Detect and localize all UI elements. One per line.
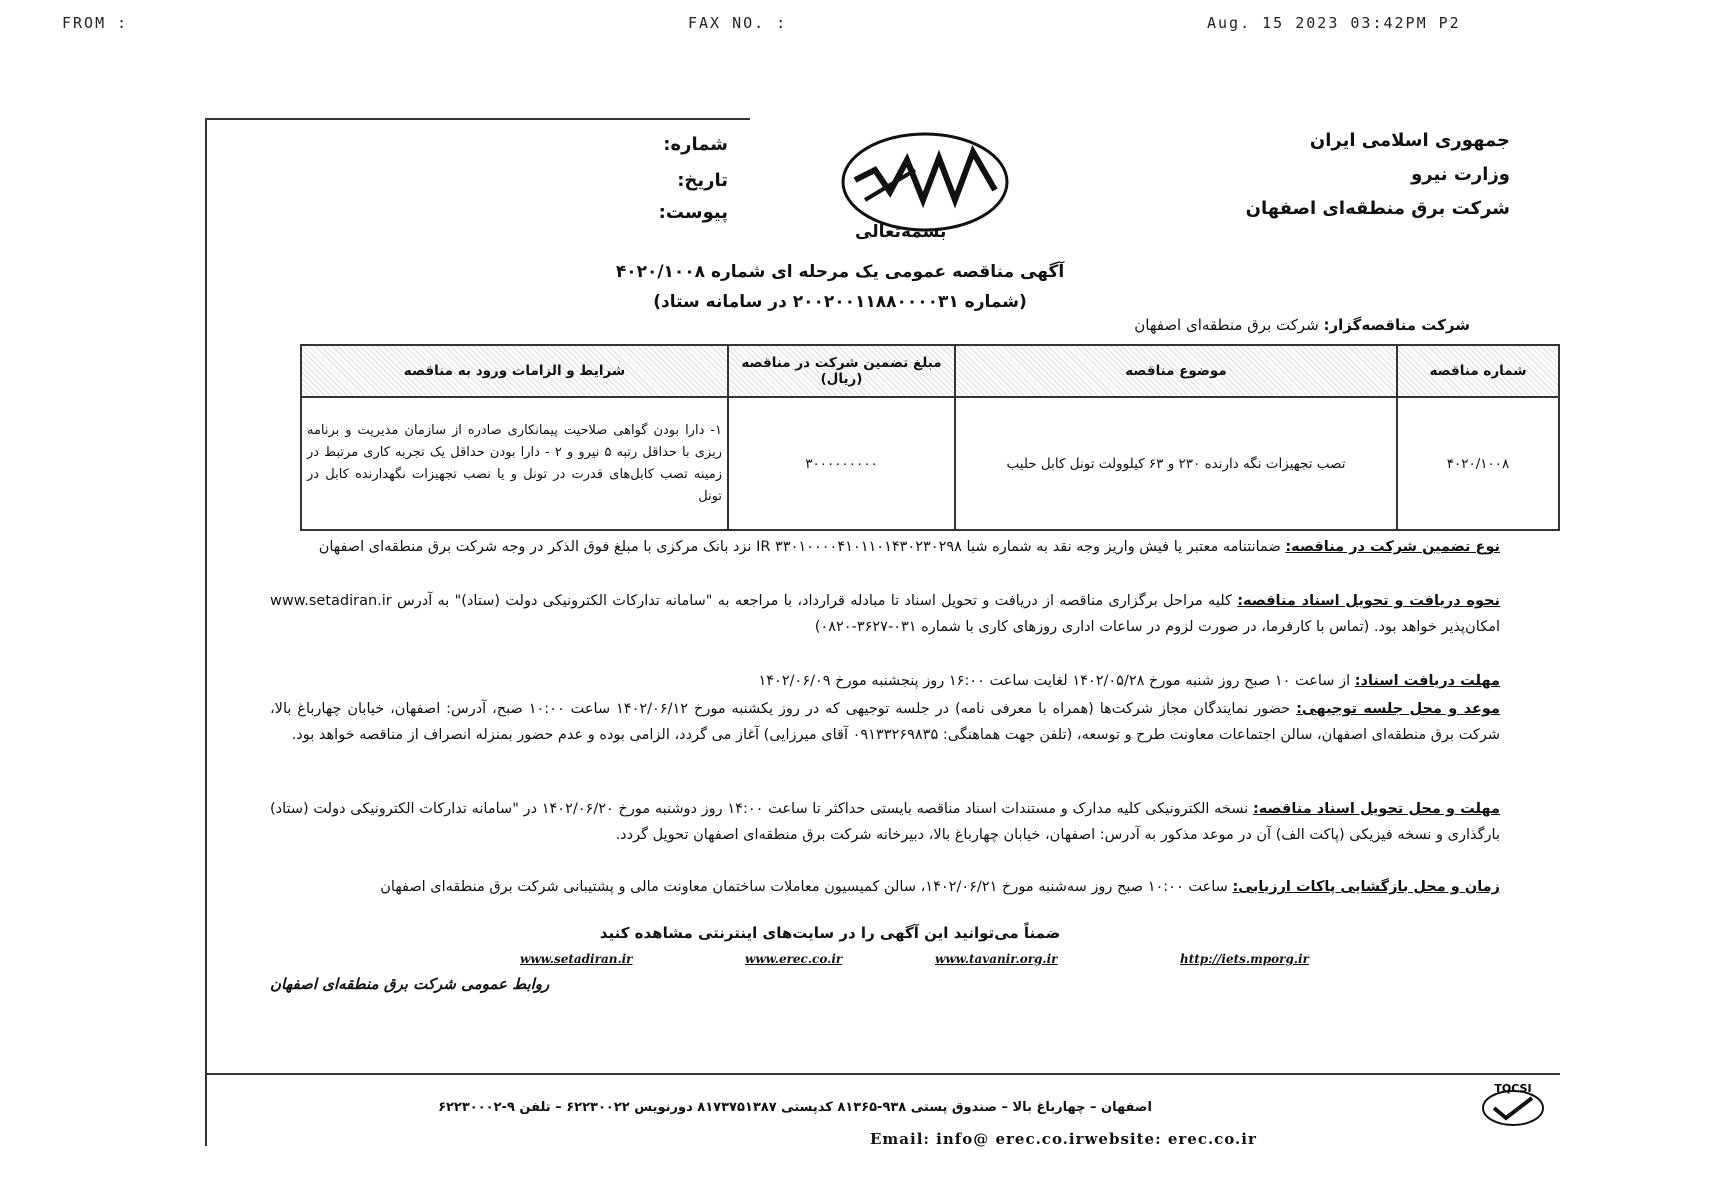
basmala: بسمه‌تعالی [855,222,947,242]
frame-top-line [205,118,750,120]
link-iets[interactable]: http://iets.mporg.ir [1180,952,1309,966]
section-document-delivery [270,588,1500,640]
section-label: موعد و محل جلسه توجیهی: [1296,701,1500,717]
header-company: شرکت برق منطقه‌ای اصفهان [1245,198,1510,219]
header-conditions: شرایط و الزامات ورود به مناقصه [301,345,728,397]
cell-guarantee-amount: ۳۰۰۰۰۰۰۰۰۰ [728,397,955,530]
company-logo-icon [835,130,1015,235]
tqcsi-logo-icon [1478,1078,1548,1128]
header-date-label: تاریخ: [677,170,728,191]
section-briefing-session [270,696,1500,748]
section-label: مهلت و محل تحویل اسناد مناقصه: [1252,801,1500,817]
footer-email: Email: info@ erec.co.irwebsite: erec.co.ir [870,1130,1257,1148]
table-row [301,397,1559,530]
section-label: نحوه دریافت و تحویل اسناد مناقصه: [1237,593,1500,609]
section-text: ضمانتنامه معتبر یا فیش واریز وجه نقد به شماره شبا IR ۳۳۰۱۰۰۰۰۴۱۰۱۱۰۱۴۳۰۲۳۰۲۹۸ نزد بانک مرکزی با مبلغ فوق الذکر در وجه شرکت برق منطقه‌ای اصفهان [318,539,1286,555]
section-text: ساعت ۱۰:۰۰ صبح روز سه‌شنبه مورخ ۱۴۰۲/۰۶/۲۱، سالن کمیسیون معاملات ساختمان معاونت مالی و پشتیبانی شرکت برق منطقه‌ای اصفهان [380,879,1233,895]
public-relations-signature: روابط عمومی شرکت برق منطقه‌ای اصفهان [270,975,550,993]
link-tavanir[interactable]: www.tavanir.org.ir [935,952,1058,966]
cell-conditions: ۱- دارا بودن گواهی صلاحیت پیمانکاری صادره از سازمان مدیریت و برنامه ریزی با حداقل رتبه ۵ نیرو و ۲ - دارا بودن حداقل یک تجربه کاری مرتبط در زمینه تصب کابل‌های قدرت در تونل و یا نصب تجهیزات نگهدارنده کابل در تونل [301,397,728,530]
section-label: نوع تضمین شرکت در مناقصه: [1285,539,1500,555]
section-opening-session [270,874,1500,900]
section-document-deadline [270,668,1500,694]
link-erec[interactable]: www.erec.co.ir [745,952,843,966]
tender-title: آگهی مناقصه عمومی یک مرحله ای شماره ۴۰۲۰/۱۰۰۸ [615,262,1065,282]
link-setadiran[interactable]: www.setadiran.ir [520,952,633,966]
tqcsi-label: TQCSI [1494,1082,1532,1095]
header-attachment-label: پیوست: [658,202,728,223]
online-notice: ضمناً می‌توانید این آگهی را در سایت‌های اینترنتی مشاهده کنید [599,924,1061,942]
table-header-row [301,345,1559,397]
cell-tender-number: ۴۰۲۰/۱۰۰۸ [1397,397,1559,530]
section-label: زمان و محل بازگشایی پاکات ارزیابی: [1232,879,1500,895]
header-republic: جمهوری اسلامی ایران [1309,130,1510,151]
section-text: کلیه مراحل برگزاری مناقصه از دریافت و تحویل اسناد تا مبادله قرارداد، با مراجعه به "سامانه تدارکات الکترونیکی دولت (ستاد)" به آدرس www.setadiran.ir امکان‌پذیر خواهد بود. (تماس با کارفرما، در صورت لزوم در ساعات اداری روزهای کاری با شماره ۰۳۱-۳۶۲۷-۰۸۲۰) [270,593,1500,635]
frame-bottom-line [205,1073,1560,1075]
fax-datetime: Aug. 15 2023 03:42PM P2 [1207,14,1461,32]
fax-from: FROM : [62,14,129,32]
header-tender-number: شماره مناقصه [1397,345,1559,397]
section-text: نسخه الکترونیکی کلیه مدارک و مستندات اسناد مناقصه بایستی حداکثر تا ساعت ۱۴:۰۰ روز دوشنبه مورخ ۱۴۰۲/۰۶/۲۰ در "سامانه تدارکات الکترونیکی دولت (ستاد) بارگذاری و نسخه فیزیکی (پاکت الف) آن در موعد مذکور به آدرس: اصفهان، خیابان چهارباغ بالا، دبیرخانه شرکت برق منطقه‌ای اصفهان تحویل گردد. [270,801,1500,843]
tender-setad-number: (شماره ۲۰۰۲۰۰۱۱۸۸۰۰۰۰۳۱ در سامانه ستاد) [653,292,1027,312]
cell-tender-subject: تصب تجهیزات نگه دارنده ۲۳۰ و ۶۳ کیلوولت تونل کابل حلیب [955,397,1397,530]
frame-left-line [205,118,207,1146]
section-guarantee-type [270,534,1500,560]
tender-table [300,344,1560,531]
organizer-label: شرکت مناقصه‌گزار: [1323,316,1470,334]
organizer-value: شرکت برق منطقه‌ای اصفهان [1134,316,1324,334]
header-ministry: وزارت نیرو [1411,164,1510,185]
organizer [1134,316,1470,334]
footer-address: اصفهان – چهارباغ بالا – صندوق پستی ۹۳۸-۸۱۳۶۵ کدپستی ۸۱۷۳۷۵۱۳۸۷ دورنویس ۶۲۲۳۰۰۲۲ – تلفن ۹-۶۲۲۳۰۰۰۲ [438,1100,1152,1115]
header-number-label: شماره: [663,134,728,155]
section-submission-deadline [270,796,1500,848]
fax-number: FAX NO. : [688,14,788,32]
section-label: مهلت دریافت اسناد: [1354,673,1500,689]
section-text: حضور نمایندگان مجاز شرکت‌ها (همراه با معرفی نامه) در جلسه توجیهی که در روز یکشنبه مورخ ۱۴۰۲/۰۶/۱۲ ساعت ۱۰:۰۰ صبح، آدرس: اصفهان، خیابان چهارباغ بالا، شرکت برق منطقه‌ای اصفهان، سالن اجتماعات معاونت طرح و توسعه، (تلفن جهت هماهنگی: ۰۹۱۳۳۲۶۹۸۳۵ آقای میرزایی) آغاز می گردد، الزامی بوده و عدم حضور بمنزله انصراف از مناقصه خواهد بود. [270,701,1500,743]
section-text: از ساعت ۱۰ صبح روز شنبه مورخ ۱۴۰۲/۰۵/۲۸ لغایت ساعت ۱۶:۰۰ روز پنجشنبه مورخ ۱۴۰۲/۰۶/۰۹ [758,673,1355,689]
header-tender-subject: موضوع مناقصه [955,345,1397,397]
header-guarantee-amount: مبلغ تضمین شرکت در مناقصه (ریال) [728,345,955,397]
